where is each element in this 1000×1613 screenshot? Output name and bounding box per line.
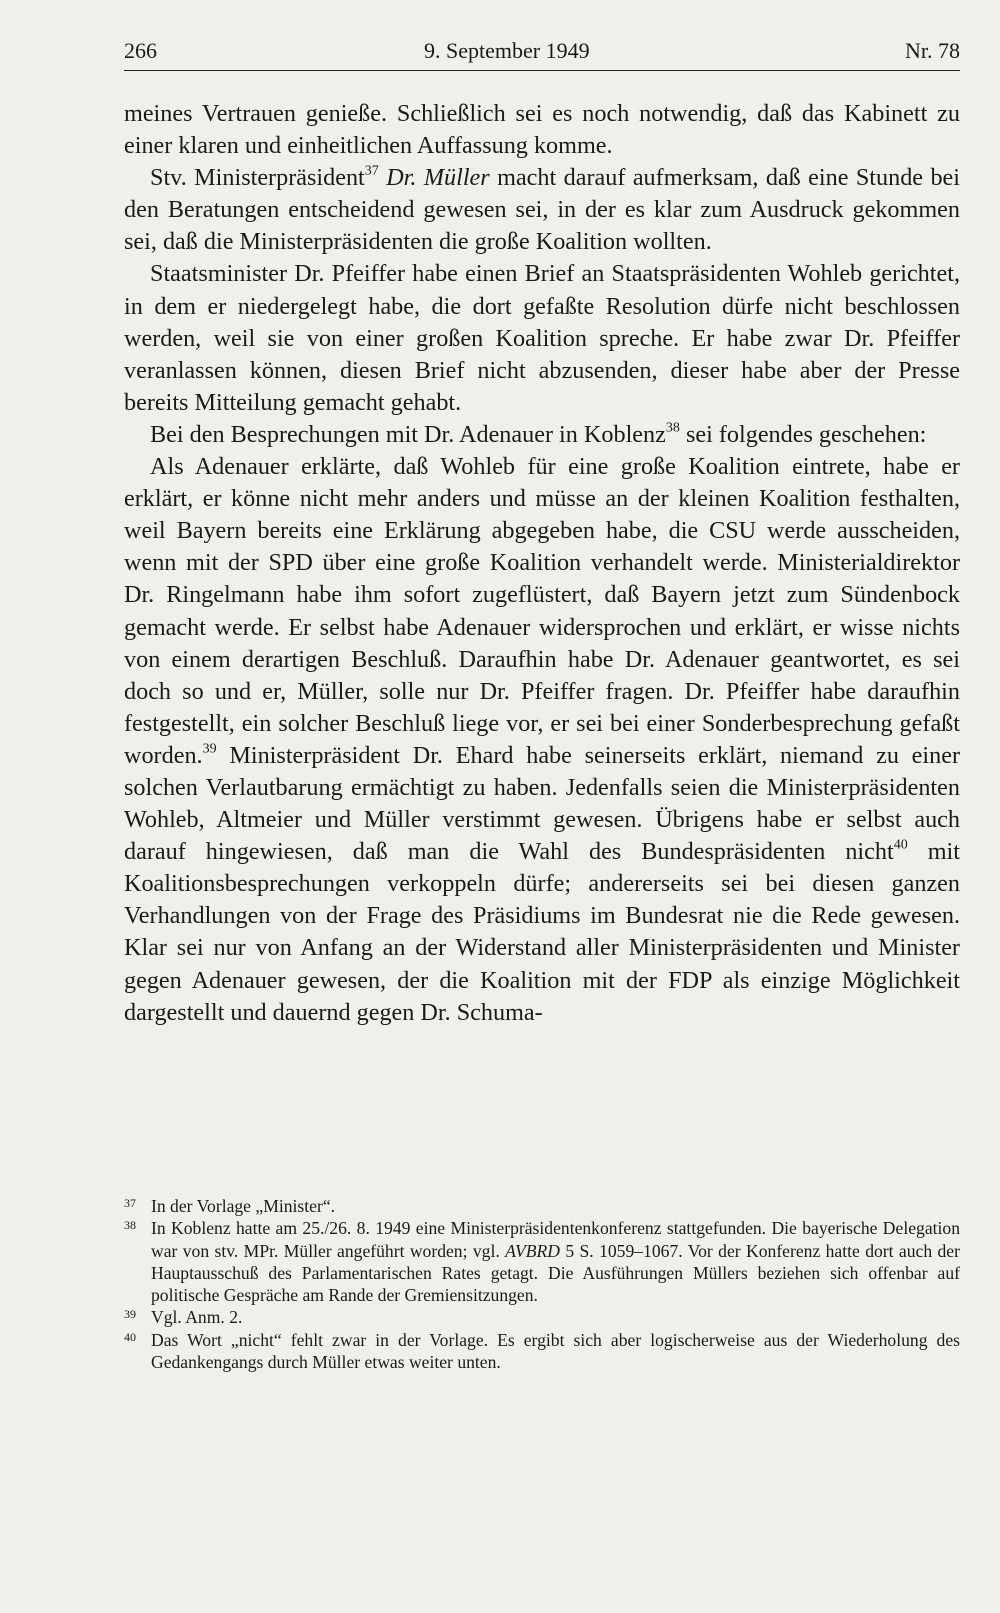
paragraph-text: Ministerpräsident Dr. Ehard habe seinerseits erklärt, niemand zu einer solchen Verlautbarung ermächtigt zu haben. Jedenfalls seien die Ministerpräsidenten Wohleb, Altmeier und Müller verstimmt gewesen. Übrigens habe er selbst auch darauf hingewiesen, daß man die Wahl des Bundespräsidenten nicht — [124, 741, 960, 866]
header-date: 9. September 1949 — [424, 38, 590, 63]
footnote-reference: 39 — [202, 740, 217, 757]
footnote-reference: 40 — [893, 836, 908, 853]
page-number: 266 — [124, 38, 157, 63]
speaker-name: Dr. Müller — [386, 164, 490, 192]
footnotes — [124, 1195, 960, 1373]
reference-title: AVBRD — [505, 1240, 560, 1261]
running-header — [124, 34, 960, 74]
paragraph-text: Stv. Ministerpräsident — [150, 164, 365, 192]
footnote — [124, 1195, 960, 1217]
paragraph-text: macht darauf aufmerksam, daß eine Stunde bei den Beratungen entscheidend gewesen sei, in der es klar zum Ausdruck gekommen sei, daß die Ministerpräsidenten die große Koalition wollten. — [124, 164, 961, 256]
footnote-text-part: In Koblenz hatte am 25./26. 8. 1949 eine Ministerpräsidentenkonferenz stattgefunden. Die bayerische Delegation war von stv. MPr. Müller angeführt worden; vgl. — [151, 1218, 960, 1261]
paragraph: Staatsminister Dr. Pfeiffer habe einen Brief an Staatspräsidenten Wohleb gerichtet, in dem er niedergelegt habe, die dort gefaßte Resolution dürfe nicht beschlossen werden, weil sie von einer großen Koalition spreche. Er habe zwar Dr. Pfeiffer veranlassen können, diesen Brief nicht abzusenden, dieser habe aber der Presse bereits Mitteilung gemacht gehabt. — [124, 260, 960, 416]
paragraph — [124, 162, 960, 258]
footnote-number: 37 — [124, 1196, 136, 1210]
footnote-reference: 37 — [364, 162, 379, 179]
paragraph — [124, 419, 960, 451]
footnote-text: In der Vorlage „Minister“. — [151, 1196, 336, 1216]
footnote-number: 38 — [124, 1218, 136, 1233]
footnote — [124, 1306, 960, 1328]
header-rule — [124, 70, 960, 71]
document-number: Nr. 78 — [905, 38, 960, 63]
footnote — [124, 1329, 960, 1374]
footnote-text: Das Wort „nicht“ fehlt zwar in der Vorlage. Es ergibt sich aber logischerweise aus der Wiederholung des Gedankengangs durch Müller etwas weiter unten. — [151, 1329, 960, 1373]
paragraph — [124, 451, 960, 1029]
paragraph-text: Bei den Besprechungen mit Dr. Adenauer in Koblenz — [150, 420, 666, 448]
footnote-reference: 38 — [665, 419, 680, 436]
footnote-number: 39 — [124, 1307, 136, 1322]
paragraph: meines Vertrauen genieße. Schließlich sei es noch notwendig, daß das Kabinett zu einer klaren und einheitlichen Auffassung komme. — [124, 100, 960, 160]
footnote-text-part: 5 S. 1059–1067. Vor der Konferenz hatte dort auch der Hauptausschuß des Parlamentarischen Rates getagt. Die Ausführungen Müllers beziehen sich offenbar auf politische Gespräche am Rande der Gremiensitzungen. — [151, 1240, 960, 1306]
paragraph-text: sei folgendes geschehen: — [679, 420, 927, 448]
footnote — [124, 1217, 960, 1306]
footnote-text — [151, 1217, 960, 1306]
footnote-text: Vgl. Anm. 2. — [151, 1307, 243, 1328]
paragraph-text: Als Adenauer erklärte, daß Wohleb für eine große Koalition eintrete, habe er erklärt, er könne nicht mehr anders und müsse an der kleinen Koalition festhalten, weil Bayern bereits eine Erklärung abgegeben habe, die CSU werde ausscheiden, wenn mit der SPD über eine große Koalition verhandelt werde. Ministerialdirektor Dr. Ringelmann habe ihm sofort zugeflüstert, daß Bayern jetzt zum Sündenbock gemacht werde. Er selbst habe Adenauer widersprochen und erklärt, er wisse nichts von einem derartigen Beschluß. Daraufhin habe Dr. Adenauer geantwortet, es sei doch so und er, Müller, solle nur Dr. Pfeiffer fragen. Dr. Pfeiffer habe daraufhin festgestellt, ein solcher Beschluß liege vor, er sei bei einer Sonderbesprechung gefaßt worden. — [124, 453, 960, 769]
paragraph-text: mit Koalitionsbesprechungen verkoppeln dürfe; andererseits sei bei diesen ganzen Verhandlungen von der Frage des Präsidiums im Bundesrat nie die Rede gewesen. Klar sei nur von Anfang an der Widerstand aller Ministerpräsidenten und Minister gegen Adenauer gewesen, der die Koalition mit der FDP als einzige Möglichkeit dargestellt und dauernd gegen Dr. Schuma- — [124, 838, 960, 1026]
footnote-number: 40 — [124, 1329, 136, 1344]
main-text — [124, 98, 960, 1029]
